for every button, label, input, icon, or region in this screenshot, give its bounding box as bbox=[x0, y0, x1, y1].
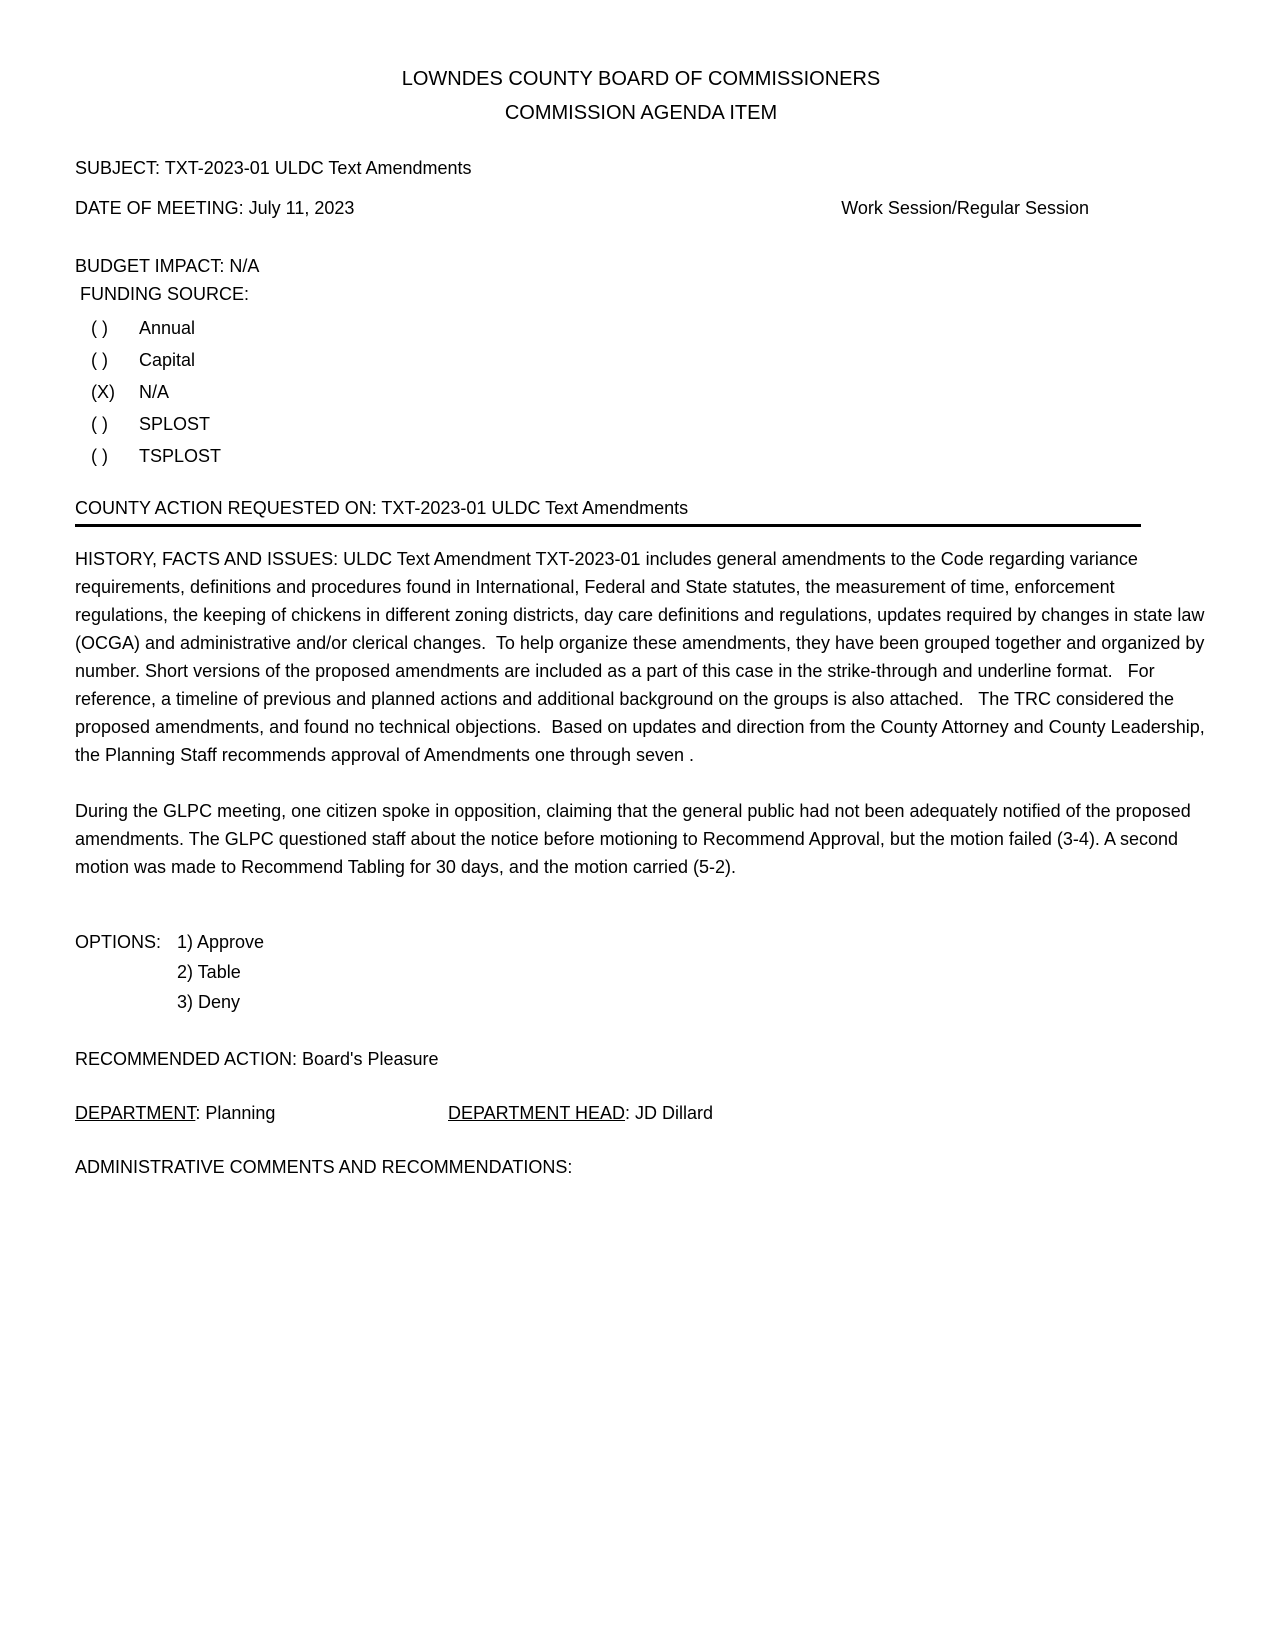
glpc-meeting-paragraph: During the GLPC meeting, one citizen spoke in opposition, claiming that the general public had not been adequately notified of the proposed amendments. The GLPC questioned staff about the notice before motioning to Recommend Approval, but the motion failed (3-4). A second motion was made to Recommend Tabling for 30 days, and the motion carried (5-2). bbox=[75, 801, 1196, 877]
option-deny: 3) Deny bbox=[177, 992, 241, 1012]
county-action-requested: COUNTY ACTION REQUESTED ON: TXT-2023-01 ULDC Text Amendments bbox=[75, 494, 1141, 527]
funding-option-label: N/A bbox=[139, 382, 170, 402]
title-line-2: COMMISSION AGENDA ITEM bbox=[504, 102, 778, 124]
checkbox-capital: ( ) bbox=[91, 350, 108, 370]
subject-line: SUBJECT: TXT-2023-01 ULDC Text Amendments bbox=[75, 158, 472, 178]
funding-options-list bbox=[75, 312, 1207, 472]
option-table: 2) Table bbox=[177, 962, 241, 982]
department-head-value: : JD Dillard bbox=[625, 1103, 714, 1123]
funding-option-annual bbox=[91, 312, 1207, 344]
funding-option-label: Annual bbox=[139, 318, 196, 338]
funding-option-label: SPLOST bbox=[139, 414, 211, 434]
option-approve: 1) Approve bbox=[177, 932, 265, 952]
department-label: DEPARTMENT bbox=[75, 1103, 196, 1123]
date-of-meeting: DATE OF MEETING: July 11, 2023 bbox=[75, 198, 355, 218]
checkbox-tsplost: ( ) bbox=[91, 446, 108, 466]
budget-impact: BUDGET IMPACT: N/A bbox=[75, 256, 260, 276]
department-head-label: DEPARTMENT HEAD bbox=[448, 1103, 626, 1123]
funding-option-na bbox=[91, 376, 1207, 408]
checkbox-annual: ( ) bbox=[91, 318, 108, 338]
department-field bbox=[75, 1099, 448, 1127]
administrative-comments: ADMINISTRATIVE COMMENTS AND RECOMMENDATIONS: bbox=[75, 1157, 573, 1177]
history-facts-paragraph: HISTORY, FACTS AND ISSUES: ULDC Text Amendment TXT-2023-01 includes general amendments to the Code regarding variance requirements, definitions and procedures found in International, Federal and State statutes, the measurement of time, enforcement regulations, the keeping of chickens in different zoning districts, day care definitions and regulations, updates required by changes in state law (OCGA) and administrative and/or clerical changes. To help organize these amendments, they have been grouped together and organized by number. Short versions of the proposed amendments are included as a part of this case in the strike-through and underline format. For reference, a timeline of previous and planned actions and additional background on the groups is also attached. The TRC considered the proposed amendments, and found no technical objections. Based on updates and direction from the County Attorney and County Leadership, the Planning Staff recommends approval of Amendments one through seven . bbox=[75, 549, 1210, 765]
department-row bbox=[75, 1099, 1207, 1127]
department-head-field bbox=[448, 1099, 713, 1127]
recommended-action: RECOMMENDED ACTION: Board's Pleasure bbox=[75, 1049, 439, 1069]
department-value: : Planning bbox=[195, 1103, 276, 1123]
options-block bbox=[75, 927, 1207, 1017]
funding-option-capital bbox=[91, 344, 1207, 376]
funding-option-tsplost bbox=[91, 440, 1207, 472]
checkbox-splost: ( ) bbox=[91, 414, 108, 434]
options-label: OPTIONS: bbox=[75, 932, 162, 952]
funding-option-label: TSPLOST bbox=[139, 446, 222, 466]
funding-option-label: Capital bbox=[139, 350, 196, 370]
options-items bbox=[177, 927, 264, 1017]
document-title bbox=[75, 62, 1207, 130]
session-type: Work Session/Regular Session bbox=[841, 198, 1089, 218]
funding-option-splost bbox=[91, 408, 1207, 440]
date-session-row bbox=[75, 194, 1207, 222]
title-line-1: LOWNDES COUNTY BOARD OF COMMISSIONERS bbox=[401, 68, 881, 90]
checkbox-na-checked: (X) bbox=[91, 382, 115, 402]
funding-source-label: FUNDING SOURCE: bbox=[80, 284, 250, 304]
